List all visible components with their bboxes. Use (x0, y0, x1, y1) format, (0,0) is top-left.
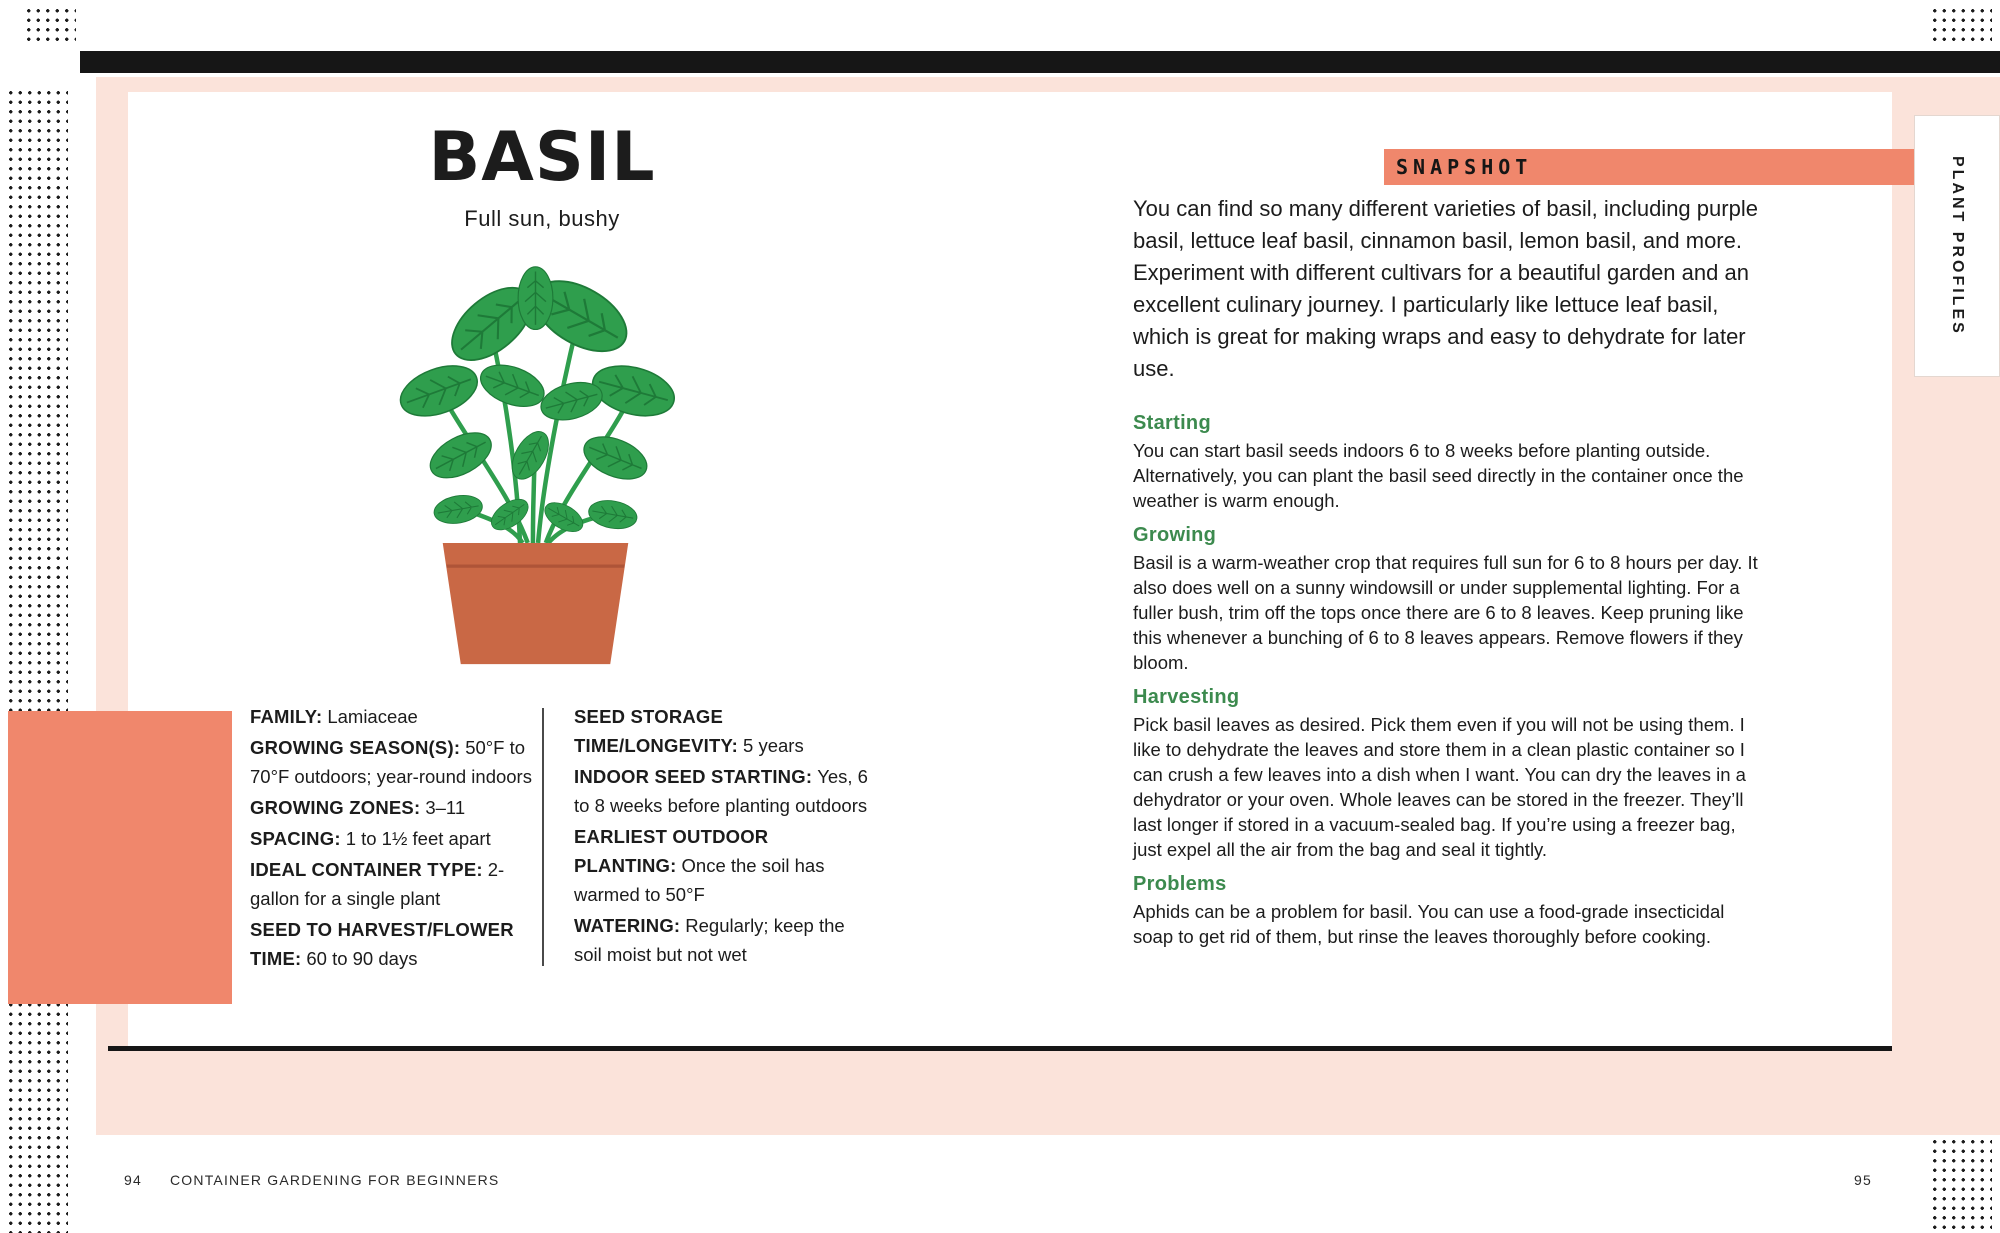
spec-watering (574, 911, 868, 969)
section-problems (1133, 873, 1761, 949)
spec-label: SEED TO HARVEST/FLOWER TIME: (250, 919, 514, 969)
spec-column-right (574, 702, 868, 971)
section-starting (1133, 412, 1761, 513)
section-heading: Harvesting (1133, 686, 1240, 708)
spec-family (250, 702, 536, 731)
spec-column-left (250, 702, 536, 975)
section-body: Pick basil leaves as desired. Pick them even if you will not be using them. I like to dehydrate the leaves and store them in a clean plastic container so I can crush a few leaves into a dish when I want. You can dry the leaves in a dehydrator or your oven. Whole leaves can be stored in the freezer. They’ll last longer if stored in a vacuum-sealed bag. If you’re using a freezer bag, just expel all the air from the bag and seal it tightly. (1133, 714, 1746, 860)
page-subtitle: Full sun, bushy (464, 206, 620, 231)
spec-label: SEED STORAGE TIME/LONGEVITY: (574, 706, 739, 756)
spec-indoor-starting (574, 762, 868, 820)
dot-pattern-top-left (24, 6, 76, 44)
spec-value: Regularly; keep the soil moist but not wet (574, 915, 845, 965)
snapshot-paragraph: You can find so many different varieties of basil, including purple basil, lettuce leaf basil, cinnamon basil, lemon basil, and more. Experiment with different cultivars for a beautiful garden and an excellent culinary journey. I particularly like lettuce leaf basil, which is great for making wraps and easy to dehydrate for later use. (1133, 196, 1758, 381)
snapshot-header-bar (1384, 149, 1914, 185)
section-heading: Growing (1133, 524, 1217, 546)
spec-value: 3–11 (425, 797, 466, 818)
spec-growing-season (250, 733, 536, 791)
spec-label: IDEAL CONTAINER TYPE: (250, 859, 483, 880)
spec-growing-zones (250, 793, 536, 822)
spec-label: FAMILY: (250, 706, 323, 727)
plant-profiles-tab (1914, 115, 2000, 377)
book-title: CONTAINER GARDENING FOR BEGINNERS (169, 1172, 500, 1188)
spec-value: Yes, 6 to 8 weeks before planting outdoors (574, 766, 868, 816)
spec-container-type (250, 855, 536, 913)
footer-left (124, 1172, 499, 1188)
spec-label: GROWING ZONES: (250, 797, 421, 818)
spec-value: Once the soil has warmed to 50°F (574, 855, 825, 905)
spec-value: 60 to 90 days (306, 948, 418, 969)
spec-spacing (250, 824, 536, 853)
basil-plant-illustration (368, 260, 703, 670)
spec-value: 2-gallon for a single plant (250, 859, 505, 909)
spec-value: 5 years (743, 735, 804, 756)
terracotta-pot (443, 543, 629, 664)
dot-pattern-left-edge (6, 88, 68, 1233)
spec-value: 1 to 1½ feet apart (345, 828, 491, 849)
section-body: Basil is a warm-weather crop that requires full sun for 6 to 8 hours per day. It also does well on a sunny windowsill or under supplemental lighting. For a fuller bush, trim off the tops once there are 6 to 8 leaves. Keep pruning like this whenever a bunching of 6 to 8 leaves appears. Remove flowers if they bloom. (1133, 552, 1758, 673)
section-growing (1133, 524, 1761, 675)
spec-label: GROWING SEASON(S): (250, 737, 461, 758)
section-body: You can start basil seeds indoors 6 to 8 weeks before planting outside. Alternatively, you can plant the basil seed directly in the container once the weather is warm enough. (1133, 440, 1744, 511)
spec-seed-storage (574, 702, 868, 760)
section-heading: Starting (1133, 412, 1211, 434)
section-harvesting (1133, 686, 1761, 862)
spec-outdoor-planting (574, 822, 868, 909)
bottom-black-rule (108, 1046, 1892, 1051)
section-body: Aphids can be a problem for basil. You can use a food-grade insecticidal soap to get rid of them, but rinse the leaves thoroughly before cooking. (1133, 901, 1725, 947)
profile-sections (1133, 412, 1761, 960)
dot-pattern-top-right (1930, 6, 1992, 44)
spec-label: INDOOR SEED STARTING: (574, 766, 813, 787)
plant-profiles-tab-label: PLANT PROFILES (1949, 156, 1966, 336)
page-title: BASIL (428, 118, 656, 197)
spec-label: EARLIEST OUTDOOR PLANTING: (574, 826, 769, 876)
spec-value: 50°F to 70°F outdoors; year-round indoors (250, 737, 532, 787)
page-number-left: 94 (124, 1172, 142, 1188)
spec-divider-line (542, 708, 544, 966)
snapshot-label: SNAPSHOT (1396, 155, 1533, 179)
page-number-right: 95 (1854, 1172, 1872, 1188)
coral-accent-block (8, 711, 232, 1004)
section-heading: Problems (1133, 873, 1227, 895)
spec-label: SPACING: (250, 828, 341, 849)
spec-label: WATERING: (574, 915, 681, 936)
top-black-bar (80, 51, 2000, 73)
spec-harvest-time (250, 915, 536, 973)
spec-value: Lamiaceae (327, 706, 418, 727)
